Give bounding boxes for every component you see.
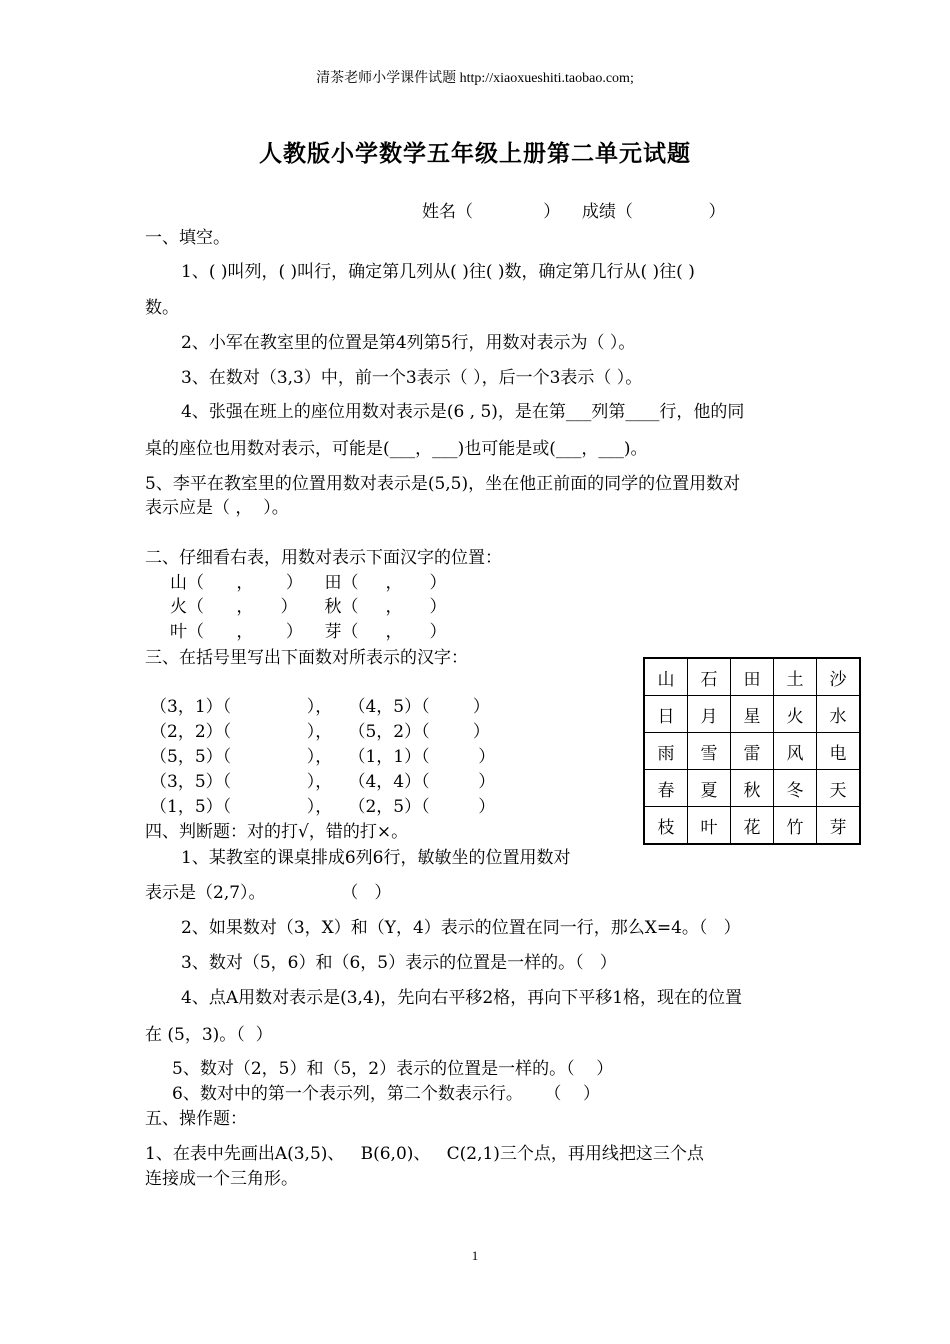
grid-cell: 雨 [644, 733, 688, 770]
grid-cell: 水 [817, 696, 861, 733]
s3-row: （2，2）（ ）， （5，2）（ ） [150, 722, 490, 742]
character-grid [643, 657, 861, 845]
grid-cell: 月 [688, 696, 731, 733]
s4-q3: 3、数对（5，6）和（6，5）表示的位置是一样的。（ ） [181, 953, 617, 973]
grid-row [644, 770, 860, 807]
section4-heading: 四、判断题：对的打√，错的打×。 [145, 822, 409, 842]
grid-cell: 芽 [817, 807, 861, 845]
s4-q6: 6、数对中的第一个表示列，第二个数表示行。 （ ） [172, 1084, 601, 1104]
s1-q4-line2: 桌的座位也用数对表示，可能是(___，___)也可能是或(___，___)。 [145, 439, 648, 459]
grid-cell: 雷 [731, 733, 774, 770]
s2-row3: 叶（ ， ） 芽（ ， ） [170, 622, 447, 642]
grid-cell: 日 [644, 696, 688, 733]
grid-cell: 叶 [688, 807, 731, 845]
s1-q1-line2: 数。 [145, 298, 179, 318]
s1-q5-line1: 5、李平在教室里的位置用数对表示是(5,5)，坐在他正前面的同学的位置用数对 [145, 474, 741, 494]
s4-q1-line2: 表示是（2,7）。 （ ） [145, 883, 392, 903]
grid-cell: 土 [774, 658, 817, 696]
grid-cell: 冬 [774, 770, 817, 807]
grid-cell: 花 [731, 807, 774, 845]
grid-row [644, 696, 860, 733]
grid-cell: 竹 [774, 807, 817, 845]
s5-q1-line1: 1、在表中先画出A(3,5)、 B(6,0)、 C(2,1)三个点，再用线把这三个点 [145, 1144, 704, 1164]
page-number: 1 [471, 1248, 479, 1263]
grid-cell: 风 [774, 733, 817, 770]
s1-q2: 2、小军在教室里的位置是第4列第5行，用数对表示为（ ）。 [181, 333, 636, 353]
grid-cell: 秋 [731, 770, 774, 807]
s5-q1-line2: 连接成一个三角形。 [145, 1169, 298, 1189]
grid-cell: 沙 [817, 658, 861, 696]
grid-cell: 星 [731, 696, 774, 733]
grid-cell: 雪 [688, 733, 731, 770]
s1-q4-line1: 4、张强在班上的座位用数对表示是(6 , 5)，是在第___列第____行，他的同 [181, 402, 745, 422]
grid-row [644, 658, 860, 696]
s1-q3: 3、在数对（3,3）中，前一个3表示（ ），后一个3表示（ ）。 [181, 368, 643, 388]
grid-cell: 天 [817, 770, 861, 807]
grid-row [644, 807, 860, 845]
grid-cell: 田 [731, 658, 774, 696]
grid-cell: 枝 [644, 807, 688, 845]
grid-cell: 火 [774, 696, 817, 733]
grid-row [644, 733, 860, 770]
s3-row: （3，1）（ ）， （4，5）（ ） [150, 697, 490, 717]
s4-q4-line1: 4、点A用数对表示是(3,4)，先向右平移2格，再向下平移1格，现在的位置 [181, 988, 743, 1008]
section3-heading: 三、在括号里写出下面数对所表示的汉字： [145, 648, 468, 668]
section2-heading: 二、仔细看右表，用数对表示下面汉字的位置： [145, 548, 502, 568]
s4-q4-line2: 在 (5，3)。（ ） [145, 1025, 273, 1045]
s2-row2: 火（ ， ） 秋（ ， ） [170, 597, 447, 617]
s4-q5: 5、数对（2，5）和（5，2）表示的位置是一样的。（ ） [172, 1059, 614, 1079]
page-header: 清茶老师小学课件试题 http://xiaoxueshiti.taobao.com; [316, 71, 634, 86]
s3-row: （5，5）（ ）， （1，1）（ ） [150, 747, 496, 767]
page-title: 人教版小学数学五年级上册第二单元试题 [259, 140, 691, 167]
s4-q1-line1: 1、某教室的课桌排成6列6行，敏敏坐的位置用数对 [181, 848, 571, 868]
s3-row: （3，5）（ ）， （4，4）（ ） [150, 772, 496, 792]
s3-row: （1，5）（ ）， （2，5）（ ） [150, 797, 496, 817]
name-score-line: 姓名（ ） 成绩（ ） [422, 202, 726, 222]
grid-cell: 电 [817, 733, 861, 770]
grid-cell: 夏 [688, 770, 731, 807]
section5-heading: 五、操作题： [145, 1109, 247, 1129]
section1-heading: 一、填空。 [145, 228, 230, 248]
grid-cell: 山 [644, 658, 688, 696]
grid-cell: 石 [688, 658, 731, 696]
s4-q2: 2、如果数对（3，X）和（Y，4）表示的位置在同一行，那么X=4。（ ） [181, 918, 741, 938]
s1-q1-line1: 1、( )叫列，( )叫行，确定第几列从( )往( )数，确定第几行从( )往( ) [181, 262, 695, 282]
s1-q5-line2: 表示应是（ ， ）。 [145, 498, 289, 518]
grid-cell: 春 [644, 770, 688, 807]
s2-row1: 山（ ， ） 田（ ， ） [170, 573, 447, 593]
